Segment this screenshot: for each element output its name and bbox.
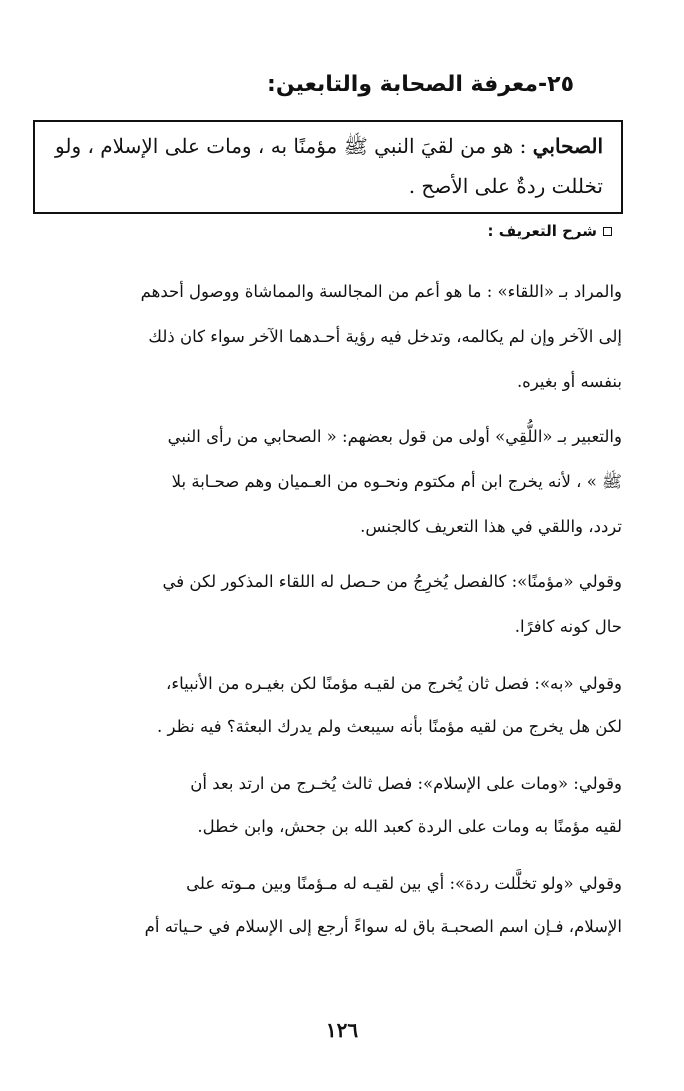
definition-box (33, 120, 623, 214)
text-line: إلى الآخر وإن لم يكالمه، وتدخل فيه رؤية أحـدهما الآخر سواء كان ذلك (148, 327, 622, 346)
text-line: بنفسه أو بغيره. (516, 372, 622, 391)
text-line: وقولي «به»: فصل ثان يُخرج من لقيـه مؤمنًا لكن بغيـره من الأنبياء، (166, 674, 622, 693)
text-line: والتعبير بـ «اللُّقِي» أولى من قول بعضهم: « الصحابي من رأى النبي (167, 427, 622, 446)
definition-line-2: تخللت ردةٌ على الأصح . (408, 174, 603, 198)
text-line: حال كونه كافرًا. (514, 617, 622, 636)
text-line: والمراد بـ «اللقاء» : ما هو أعم من المجالسة والمماشاة ووصول أحدهم (140, 282, 622, 301)
square-bullet-icon (603, 227, 612, 236)
text-line: ﷺ » ، لأنه يخرج ابن أم مكتوم ونحـوه من العـميان وهم صحـابة بلا (171, 472, 622, 491)
text-line: الإسلام، فـإن اسم الصحبـة باق له سواءً أرجع إلى الإسلام في حـياته أم (144, 917, 622, 936)
definition-term: الصحابي (532, 134, 603, 158)
definition-line-1 (45, 126, 603, 166)
page-number: ١٢٦ (325, 1018, 359, 1042)
text-line: وقولي «ولو تخلَّلت ردة»: أي بين لقيـه له مـؤمنًا وبين مـوته على (186, 874, 622, 893)
text-line: لقيه مؤمنًا به ومات على الردة كعبد الله بن جحش، وابن خطل. (197, 817, 622, 836)
text-line: وقولي: «ومات على الإسلام»: فصل ثالث يُخـرج من ارتد بعد أن (190, 774, 622, 793)
text-line: لكن هل يخرج من لقيه مؤمنًا بأنه سيبعث ولم يدرك البعثة؟ فيه نظر . (156, 717, 622, 736)
text-line: وقولي «مؤمنًا»: كالفصل يُخرِجُ من حـصل له اللقاء المذكور لكن في (162, 572, 622, 591)
section-heading: ٢٥-معرفة الصحابة والتابعين: (267, 72, 574, 97)
explanation-subheading: شرح التعريف : (487, 222, 612, 240)
text-line: تردد، واللقي في هذا التعريف كالجنس. (360, 517, 622, 536)
definition-text: : هو من لقيَ النبي ﷺ مؤمنًا به ، ومات على الإسلام ، ولو (55, 134, 527, 158)
